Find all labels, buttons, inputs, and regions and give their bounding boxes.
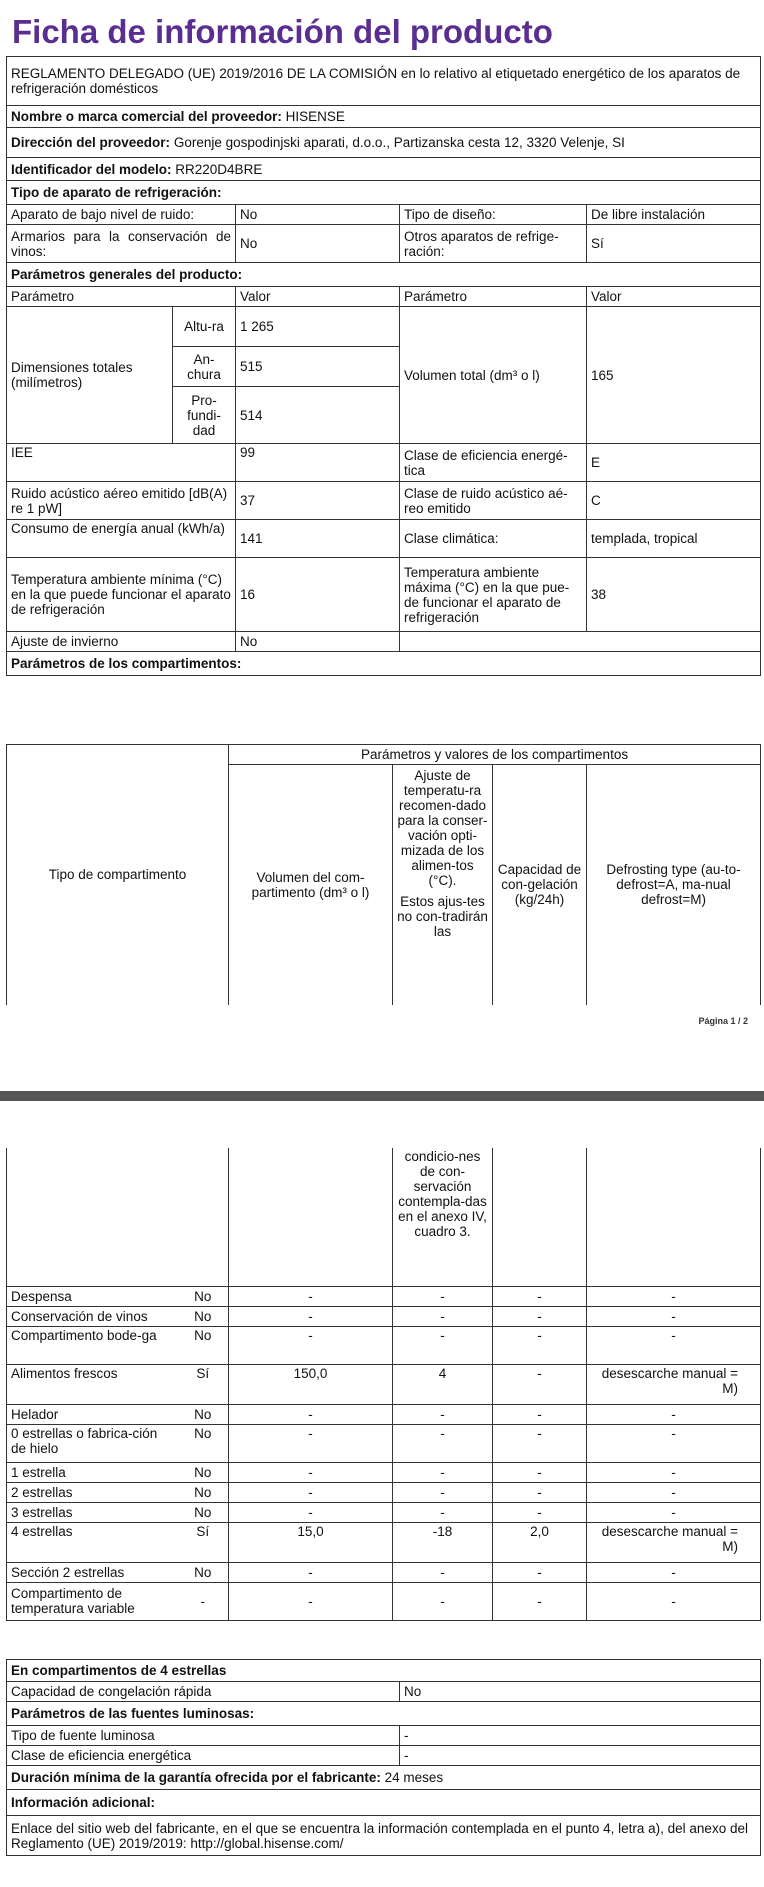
page-separator	[0, 1091, 764, 1101]
comp-name: Compartimento bode-ga	[7, 1326, 178, 1364]
comp-defrost: -	[587, 1482, 761, 1502]
comp-temp: -	[393, 1404, 493, 1424]
comp-capacity: -	[493, 1582, 587, 1620]
comp-temp-label-part2: Estos ajus-tes no con-tradirán las	[397, 894, 488, 939]
comp-capacity: -	[493, 1424, 587, 1462]
general-param: Ruido acústico aéreo emitido [dB(A) re 1 pW]	[7, 482, 236, 520]
comp-volume: -	[229, 1286, 393, 1306]
comp-name: 3 estrellas	[7, 1502, 178, 1522]
compartments-header: Parámetros de los compartimentos:	[7, 652, 761, 676]
light-label: Tipo de fuente luminosa	[7, 1726, 400, 1746]
general-param: Clase climática:	[400, 520, 587, 558]
comp-temp: 4	[393, 1364, 493, 1404]
address-row	[7, 128, 761, 158]
comp-yn: No	[178, 1404, 229, 1424]
general-value: C	[587, 482, 761, 520]
comp-defrost: desescarche manual = M)	[587, 1522, 761, 1562]
light-label: Clase de eficiencia energética	[7, 1746, 400, 1766]
address-label: Dirección del proveedor:	[11, 135, 171, 150]
general-param: Temperatura ambiente máxima (°C) en la que pue-de funcionar el aparato de refrigeración	[400, 558, 587, 632]
general-value: templada, tropical	[587, 520, 761, 558]
comp-volume: -	[229, 1404, 393, 1424]
comp-type-label: Tipo de compartimento	[7, 745, 229, 1005]
comp-volume: -	[229, 1482, 393, 1502]
comp-temp: -	[393, 1462, 493, 1482]
comp-capacity: -	[493, 1326, 587, 1364]
comp-volume: -	[229, 1502, 393, 1522]
comp-yn: No	[178, 1286, 229, 1306]
comp-capacity: -	[493, 1364, 587, 1404]
comp-name: 0 estrellas o fabrica-ción de hielo	[7, 1424, 178, 1462]
height-value: 1 265	[236, 307, 400, 347]
comp-defrost: -	[587, 1286, 761, 1306]
comp-capacity-label: Capacidad de con-gelación (kg/24h)	[493, 765, 587, 1005]
comp-defrost: -	[587, 1562, 761, 1582]
compartment-values-table	[6, 1148, 761, 1621]
comp-defrost-label: Defrosting type (au-to-defrost=A, ma-nual defrost=M)	[587, 765, 761, 1005]
comp-volume: -	[229, 1462, 393, 1482]
width-value: 515	[236, 347, 400, 387]
comp-defrost: -	[587, 1502, 761, 1522]
general-value: 38	[587, 558, 761, 632]
comp-volume: 15,0	[229, 1522, 393, 1562]
comp-name: 1 estrella	[7, 1462, 178, 1482]
comp-name: Sección 2 estrellas	[7, 1562, 178, 1582]
general-value: 37	[236, 482, 400, 520]
comp-capacity: -	[493, 1482, 587, 1502]
regulation-text: REGLAMENTO DELEGADO (UE) 2019/2016 DE LA COMISIÓN en lo relativo al etiquetado energético de los aparatos de refrigeración domésticos	[7, 57, 761, 106]
comp-yn: No	[178, 1462, 229, 1482]
supplier-label: Nombre o marca comercial del proveedor:	[11, 109, 282, 124]
col-header-param: Parámetro	[7, 287, 236, 307]
comp-volume: -	[229, 1306, 393, 1326]
comp-defrost: -	[587, 1404, 761, 1424]
type-value: Sí	[587, 225, 761, 263]
general-value: 99	[236, 444, 400, 482]
comp-yn: No	[178, 1306, 229, 1326]
model-row	[7, 158, 761, 181]
general-param: IEE	[7, 444, 236, 482]
comp-defrost: -	[587, 1462, 761, 1482]
comp-name: 2 estrellas	[7, 1482, 178, 1502]
comp-temp: -	[393, 1482, 493, 1502]
general-param: Consumo de energía anual (kWh/a)	[7, 520, 236, 558]
comp-yn: No	[178, 1482, 229, 1502]
comp-temp-label-part1: Ajuste de temperatu-ra recomen-dado para la conser-vación opti-mizada de los alimen-tos (°C).	[397, 768, 488, 888]
comp-defrost: -	[587, 1306, 761, 1326]
comp-volume: -	[229, 1582, 393, 1620]
general-header: Parámetros generales del producto:	[7, 263, 761, 287]
type-value: No	[236, 225, 400, 263]
comp-temp: -	[393, 1286, 493, 1306]
address-value: Gorenje gospodinjski aparati, d.o.o., Partizanska cesta 12, 3320 Velenje, SI	[173, 135, 625, 150]
depth-label: Pro-fundi-dad	[173, 387, 236, 444]
comp-volume-label: Volumen del com-partimento (dm³ o l)	[229, 765, 393, 1005]
comp-name: Alimentos frescos	[7, 1364, 178, 1404]
general-value: 16	[236, 558, 400, 632]
comp-name: Despensa	[7, 1286, 178, 1306]
comp-temp: -	[393, 1306, 493, 1326]
guarantee-label: Duración mínima de la garantía ofrecida por el fabricante:	[11, 1770, 381, 1785]
comp-temp: -	[393, 1424, 493, 1462]
type-param: Otros aparatos de refrige-ración:	[400, 225, 587, 263]
comp-capacity: -	[493, 1502, 587, 1522]
general-value: E	[587, 444, 761, 482]
winter-label: Ajuste de invierno	[7, 632, 236, 652]
comp-volume: -	[229, 1326, 393, 1364]
supplier-value: HISENSE	[285, 109, 345, 124]
general-param: Clase de ruido acústico aé-reo emitido	[400, 482, 587, 520]
type-value: No	[236, 205, 400, 225]
comp-yn: Sí	[178, 1522, 229, 1562]
volume-value: 165	[587, 307, 761, 444]
comp-temp: -	[393, 1582, 493, 1620]
comp-yn: -	[178, 1582, 229, 1620]
four-star-header: En compartimentos de 4 estrellas	[7, 1660, 761, 1682]
comp-defrost: -	[587, 1582, 761, 1620]
light-header: Parámetros de las fuentes luminosas:	[7, 1702, 761, 1726]
model-label: Identificador del modelo:	[11, 161, 172, 177]
general-param: Clase de eficiencia energé-tica	[400, 444, 587, 482]
col-header-value: Valor	[236, 287, 400, 307]
light-value: -	[400, 1726, 761, 1746]
comp-yn: Sí	[178, 1364, 229, 1404]
comp-volume: 150,0	[229, 1364, 393, 1404]
col-header-param2: Parámetro	[400, 287, 587, 307]
guarantee-row	[7, 1766, 761, 1790]
volume-label: Volumen total (dm³ o l)	[400, 307, 587, 444]
comp-temp: -18	[393, 1522, 493, 1562]
manufacturer-link[interactable]: http://global.hisense.com/	[190, 1835, 344, 1851]
comp-group-header: Parámetros y valores de los compartimentos	[229, 745, 761, 765]
height-label: Altu-ra	[173, 307, 236, 347]
page-title: Ficha de información del producto	[12, 13, 553, 50]
type-param: Aparato de bajo nivel de ruido:	[7, 205, 236, 225]
comp-name: Compartimento de temperatura variable	[7, 1582, 178, 1620]
supplier-row	[7, 106, 761, 128]
comp-yn: No	[178, 1326, 229, 1364]
comp-capacity: 2,0	[493, 1522, 587, 1562]
comp-capacity: -	[493, 1562, 587, 1582]
width-label: An-chura	[173, 347, 236, 387]
depth-value: 514	[236, 387, 400, 444]
comp-temp-label-part3: condicio-nes de con-servación contempla-das en el anexo IV, cuadro 3.	[393, 1148, 493, 1286]
guarantee-value: 24 meses	[384, 1770, 444, 1785]
additional-text: Enlace del sitio web del fabricante, en el que se encuentra la información contemplada en el punto 4, letra a), del anexo del Reglamento (UE) 2019/2019:	[11, 1820, 748, 1851]
comp-temp: -	[393, 1502, 493, 1522]
light-value: -	[400, 1746, 761, 1766]
general-param: Temperatura ambiente mínima (°C) en la que puede funcionar el aparato de refrigeración	[7, 558, 236, 632]
comp-name: 4 estrellas	[7, 1522, 178, 1562]
type-header: Tipo de aparato de refrigeración:	[7, 181, 761, 205]
comp-capacity: -	[493, 1286, 587, 1306]
footer-table	[6, 1659, 761, 1856]
comp-volume: -	[229, 1562, 393, 1582]
comp-yn: No	[178, 1424, 229, 1462]
winter-value: No	[236, 632, 400, 652]
comp-temp: -	[393, 1326, 493, 1364]
comp-defrost: -	[587, 1326, 761, 1364]
col-header-value2: Valor	[587, 287, 761, 307]
comp-temp-label	[393, 765, 493, 1005]
comp-capacity: -	[493, 1306, 587, 1326]
comp-defrost: desescarche manual = M)	[587, 1364, 761, 1404]
type-param: Armarios para la conservación de vinos:	[7, 225, 236, 263]
dimensions-label: Dimensiones totales (milímetros)	[7, 307, 173, 444]
fast-freeze-value: No	[400, 1682, 761, 1702]
type-param: Tipo de diseño:	[400, 205, 587, 225]
compartment-header-table	[6, 744, 761, 1005]
comp-name: Helador	[7, 1404, 178, 1424]
comp-yn: No	[178, 1562, 229, 1582]
additional-header: Información adicional:	[7, 1790, 761, 1816]
comp-name: Conservación de vinos	[7, 1306, 178, 1326]
comp-volume: -	[229, 1424, 393, 1462]
model-value: RR220D4BRE	[175, 161, 263, 177]
product-info-table-page1	[6, 56, 761, 676]
additional-row	[7, 1816, 761, 1856]
comp-capacity: -	[493, 1462, 587, 1482]
comp-capacity: -	[493, 1404, 587, 1424]
type-value: De libre instalación	[587, 205, 761, 225]
general-value: 141	[236, 520, 400, 558]
comp-defrost: -	[587, 1424, 761, 1462]
page-number: Página 1 / 2	[698, 1016, 748, 1026]
comp-yn: No	[178, 1502, 229, 1522]
fast-freeze-label: Capacidad de congelación rápida	[7, 1682, 400, 1702]
comp-temp: -	[393, 1562, 493, 1582]
